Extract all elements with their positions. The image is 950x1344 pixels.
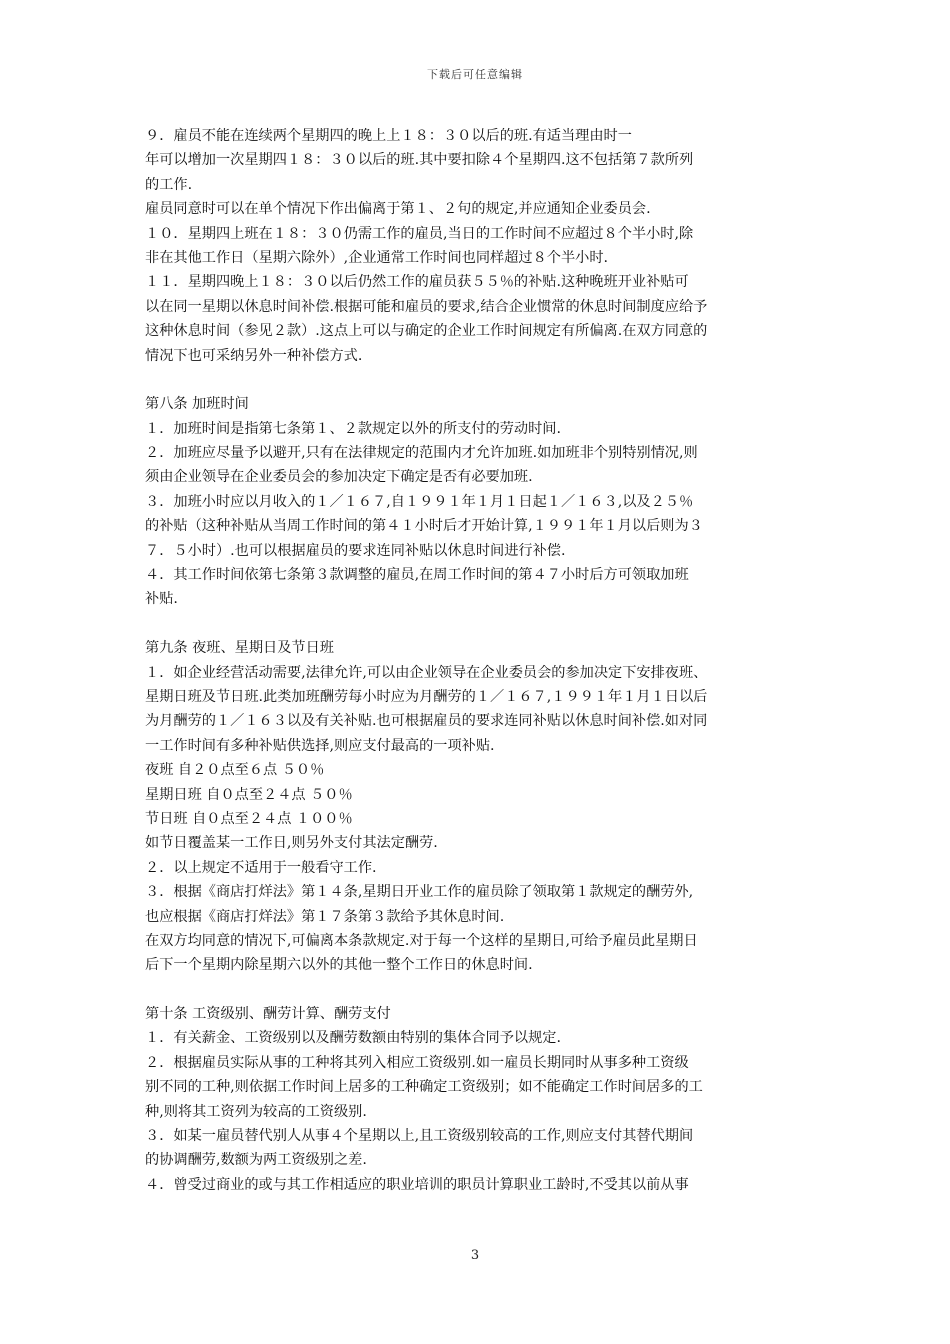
document-body xyxy=(145,124,810,1197)
text-line: 星期日班及节日班.此类加班酬劳每小时应为月酬劳的１／１６７,１９９１年１月１日以后 xyxy=(145,688,708,705)
blank-line xyxy=(145,978,810,1002)
text-line: 如节日覆盖某一工作日,则另外支付其法定酬劳. xyxy=(145,835,438,852)
text-line: 的工作. xyxy=(145,176,193,193)
page-number: 3 xyxy=(470,1248,480,1263)
text-line: 第十条 工资级别、酬劳计算、酬劳支付 xyxy=(145,1006,391,1023)
text-line: ２．根据雇员实际从事的工种将其列入相应工资级别.如一雇员长期同时从事多种工资级 xyxy=(145,1054,689,1071)
text-line: 第九条 夜班、星期日及节日班 xyxy=(145,640,334,657)
text-line: ３．根据《商店打烊法》第１４条,星期日开业工作的雇员除了领取第１款规定的酬劳外, xyxy=(145,884,694,901)
text-line: 须由企业领导在企业委员会的参加决定下确定是否有必要加班. xyxy=(145,469,533,486)
text-line: 补贴. xyxy=(145,591,178,608)
text-line: 后下一个星期内除星期六以外的其他一整个工作日的休息时间. xyxy=(145,957,533,974)
text-line: 非在其他工作日（星期六除外）,企业通常工作时间也同样超过８个半小时. xyxy=(145,249,609,266)
text-line: ９．雇员不能在连续两个星期四的晚上上１８：３０以后的班.有适当理由时一 xyxy=(145,128,632,144)
text-line: 的协调酬劳,数额为两工资级别之差. xyxy=(145,1152,367,1169)
text-line: ３．如某一雇员替代别人从事４个星期以上,且工资级别较高的工作,则应支付其替代期间 xyxy=(145,1128,694,1145)
text-line: 的补贴（这种补贴从当周工作时间的第４１小时后才开始计算,１９９１年１月以后则为３ xyxy=(145,518,703,535)
text-line: ２．加班应尽量予以避开,只有在法律规定的范围内才允许加班.如加班非个别特别情况,则 xyxy=(145,445,698,462)
text-line: 以在同一星期以休息时间补偿.根据可能和雇员的要求,结合企业惯常的休息时间制度应给予 xyxy=(145,298,708,315)
text-line: 种,则将其工资列为较高的工资级别. xyxy=(145,1103,367,1120)
text-line: １．有关薪金、工资级别以及酬劳数额由特别的集体合同予以规定. xyxy=(145,1030,561,1047)
text-line: 情况下也可采纳另外一种补偿方式. xyxy=(145,347,363,364)
text-line: １０．星期四上班在１８：３０仍需工作的雇员,当日的工作时间不应超过８个半小时,除 xyxy=(145,225,694,242)
text-line: 为月酬劳的１／１６３以及有关补贴.也可根据雇员的要求连同补贴以休息时间补偿.如对同 xyxy=(145,713,708,730)
text-line: 这种休息时间（参见２款）.这点上可以与确定的企业工作时间规定有所偏离.在双方同意的 xyxy=(145,323,708,340)
text-line: ７．５小时）.也可以根据雇员的要求连同补贴以休息时间进行补偿. xyxy=(145,542,566,559)
blank-line xyxy=(145,368,810,392)
text-line: 夜班 自２０点至６点 ５０％ xyxy=(145,762,325,779)
text-line: 也应根据《商店打烊法》第１７条第３款给予其休息时间. xyxy=(145,908,505,925)
text-line: １１．星期四晚上１８：３０以后仍然工作的雇员获５５％的补贴.这种晚班开业补贴可 xyxy=(145,274,689,291)
page-header: 下载后可任意编辑 xyxy=(427,68,523,81)
text-line: 别不同的工种,则依据工作时间上居多的工种确定工资级别；如不能确定工作时间居多的工 xyxy=(145,1079,703,1096)
text-line: 年可以增加一次星期四１８：３０以后的班.其中要扣除４个星期四.这不包括第７款所列 xyxy=(145,152,694,169)
text-line: １．加班时间是指第七条第１、２款规定以外的所支付的劳动时间. xyxy=(145,420,561,437)
text-line: 星期日班 自０点至２４点 ５０％ xyxy=(145,786,353,803)
text-line: ２．以上规定不适用于一般看守工作. xyxy=(145,859,377,876)
text-line: ４．曾受过商业的或与其工作相适应的职业培训的职员计算职业工龄时,不受其以前从事 xyxy=(145,1176,689,1193)
text-line: 第八条 加班时间 xyxy=(145,396,249,413)
blank-line xyxy=(145,612,810,636)
text-line: 在双方均同意的情况下,可偏离本条款规定.对于每一个这样的星期日,可给予雇员此星期日 xyxy=(145,932,698,949)
text-line: ４．其工作时间依第七条第３款调整的雇员,在周工作时间的第４７小时后方可领取加班 xyxy=(145,567,689,584)
text-line: ３．加班小时应以月收入的１／１６７,自１９９１年１月１日起１／１６３,以及２５％ xyxy=(145,493,694,510)
text-line: １．如企业经营活动需要,法律允许,可以由企业领导在企业委员会的参加决定下安排夜班、 xyxy=(145,664,708,681)
text-line: 雇员同意时可以在单个情况下作出偏离于第１、２句的规定,并应通知企业委员会. xyxy=(145,201,651,218)
text-line: 一工作时间有多种补贴供选择,则应支付最高的一项补贴. xyxy=(145,737,495,754)
text-line: 节日班 自０点至２４点 １００％ xyxy=(145,810,353,827)
